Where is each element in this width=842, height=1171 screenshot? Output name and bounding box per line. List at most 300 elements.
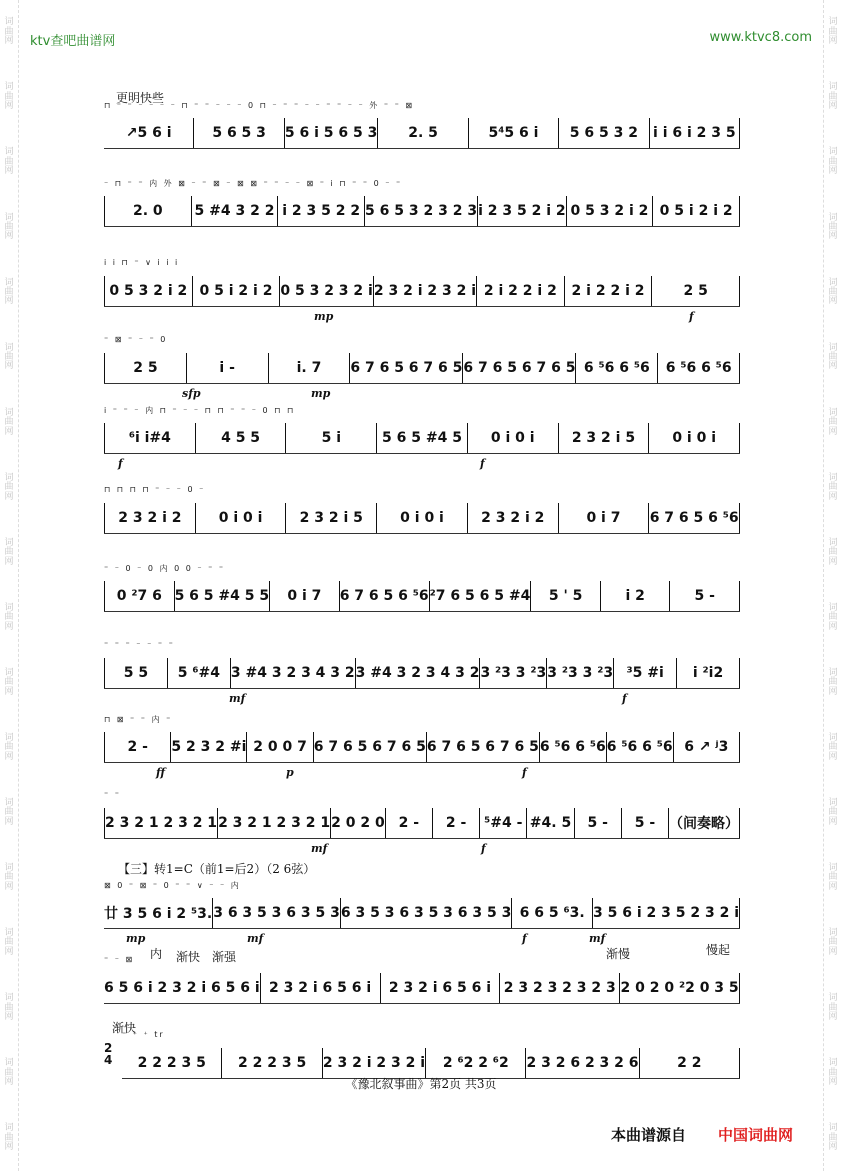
watermark-char: 曲 [4,547,14,558]
measure: 6 7 6 5 6 7 6 5 [350,353,463,383]
tempo-accel-2: 渐快 [112,1021,137,1035]
watermark-char: 网 [4,1076,14,1087]
measure: 0 ²7 6 [104,581,175,611]
measures [104,732,740,762]
beam-line [104,306,740,308]
watermark-block [4,929,13,957]
measure: 5 6 5 3 [194,118,284,148]
measure: 6 3 5 3 6 3 5 3 6 3 5 3 [341,898,513,928]
watermark-char: 词 [4,17,14,28]
watermark-block [828,929,837,957]
watermark-char: 词 [4,862,14,873]
watermark-char: 词 [828,472,838,483]
watermark-char: 词 [828,212,838,223]
watermark-char: 词 [828,928,838,939]
measure: 2 3 2 1 2 3 2 1 [218,808,331,838]
watermark-block [4,539,13,567]
dynamic-mark: mp [126,932,146,945]
watermark-char: 词 [828,277,838,288]
measure: 0 5 3 2 i 2 [567,196,654,226]
measure: 6 ⁵6 6 ⁵6 [607,732,674,762]
watermark-char: 曲 [828,677,838,688]
beam-line [104,688,740,690]
watermark-char: 词 [4,732,14,743]
dynamic-mark: f [522,932,527,945]
watermark-block [828,474,837,502]
watermark-char: 词 [828,797,838,808]
measure: 2 0 0 7 [247,732,313,762]
articulation-marks: ⁼ ⁻ ⊠ [104,955,135,964]
measure: 2 3 2 i 5 [286,503,377,533]
dynamic-mark: f [481,842,486,855]
watermark-char: 网 [4,231,14,242]
watermark-char: 曲 [828,26,838,37]
dynamic-mark: f [480,457,485,470]
measure: i i 6 i 2 3 5 [650,118,740,148]
measures [104,658,740,688]
dynamic-mark: mf [247,932,264,945]
watermark-block [4,734,13,762]
watermark-block [4,604,13,632]
score-row [104,178,740,248]
measure: 2 2 [640,1048,740,1078]
measure: i - [187,353,269,383]
measure: 6 7 6 5 6 ⁵6 [340,581,430,611]
dynamics [104,310,740,324]
watermark-char: 词 [828,862,838,873]
dynamic-mark: mp [314,310,334,323]
measure: 3 5 6 i 2 3 5 2 3 2 i [593,898,740,928]
measure: 5 ' 5 [531,581,601,611]
measure: 0 i 0 i [649,423,740,453]
score-row [104,100,740,170]
watermark-block [828,994,837,1022]
dynamic-mark: p [286,766,294,779]
watermark-block [828,1124,837,1152]
watermark-char: 网 [4,946,14,957]
watermark-char: 词 [4,797,14,808]
watermark-char: 网 [828,1076,838,1087]
watermark-block [4,864,13,892]
watermark-char: 网 [4,881,14,892]
watermark-char: 曲 [4,417,14,428]
site-url-right[interactable]: www.ktvc8.com [709,30,812,45]
watermark-char: 网 [828,296,838,307]
measure: 2 i 2 2 i 2 [565,276,653,306]
dynamics [104,766,740,780]
measure: 2 3 2 i 6 5 6 i [261,973,381,1003]
beam-line [104,533,740,535]
measure: 0 i 0 i [377,503,468,533]
watermark-char: 曲 [828,417,838,428]
watermark-char: 曲 [4,482,14,493]
watermark-block [828,799,837,827]
measure: i. 7 [269,353,351,383]
measure: 5 6 5 3 2 3 2 3 [365,196,478,226]
watermark-char: 网 [828,1142,838,1153]
beam-line [104,611,740,613]
source-site[interactable]: 中国词曲网 [718,1126,794,1144]
watermark-char: 曲 [4,1132,14,1143]
measure: ²7 6 5 6 5 #4 [430,581,532,611]
watermark-char: 词 [4,1058,14,1069]
measure: #4. 5 [527,808,574,838]
articulation-marks: ⁼ ⊠ ⁼ ⁻ ⁼ 0 [104,335,168,344]
measure: 5 - [575,808,622,838]
measure: 2 5 [104,353,187,383]
dynamics [104,152,740,166]
watermark-block [828,864,837,892]
measure: 0 5 i 2 i 2 [653,196,740,226]
watermark-char: 曲 [4,156,14,167]
measure: 6 ↗ ʲ3 [674,732,740,762]
score-row [104,640,740,710]
articulation-marks: ⊓ ⊠ ⁼ ⁼ 内 ⁼ [104,715,173,724]
dynamics [104,692,740,706]
articulation-marks: ⁼ ⁼ ⁼ ⁻ ⁻ ⁼ ⁼ [104,640,175,649]
dynamics [104,230,740,244]
watermark-char: 曲 [828,156,838,167]
measure: 2 0 2 0 ²2 0 3 5 [620,973,740,1003]
watermark-char: 网 [828,751,838,762]
left-watermark-strip [0,0,19,1171]
watermark-char: 词 [4,602,14,613]
watermark-block [828,734,837,762]
measures [104,276,740,306]
measure: 0 5 i 2 i 2 [193,276,281,306]
watermark-char: 网 [4,621,14,632]
measure: 6 ⁵6 6 ⁵6 [540,732,607,762]
watermark-char: 曲 [828,872,838,883]
measure: 2 3 2 i 2 [104,503,196,533]
measure: 5 6 i 5 6 5 3 [285,118,379,148]
watermark-block [4,799,13,827]
watermark-char: 曲 [828,91,838,102]
watermark-char: 网 [828,361,838,372]
watermark-char: 曲 [828,1132,838,1143]
watermark-char: 词 [4,993,14,1004]
watermark-char: 词 [828,993,838,1004]
watermark-char: 词 [828,667,838,678]
watermark-char: 词 [4,667,14,678]
score-row [104,258,740,328]
measure: 6 7 6 5 6 7 6 5 [463,353,576,383]
watermark-char: 网 [828,491,838,502]
watermark-block [828,539,837,567]
measure: 2 ⁶2 2 ⁶2 [426,1048,526,1078]
measure: 0 5 3 2 3 2 i [280,276,374,306]
watermark-block [828,604,837,632]
measures [104,973,740,1003]
watermark-char: 词 [4,928,14,939]
watermark-char: 网 [828,686,838,697]
watermark-char: 词 [828,407,838,418]
measure: ³5 #i [614,658,677,688]
watermark-char: 网 [828,166,838,177]
measure: 0 i 0 i [468,423,559,453]
measure: 0 i 7 [559,503,650,533]
footer-page-info: 《豫北叙事曲》第2页 共3页 [345,1077,497,1091]
watermark-char: 网 [828,816,838,827]
watermark-char: 曲 [4,1002,14,1013]
watermark-block [4,409,13,437]
articulation-marks: ⊠ 0 ⁼ ⊠ ⁼ 0 ⁼ ⁼ ∨ ⁻ ⁻ 内 [104,881,241,890]
watermark-block [4,83,13,111]
measure: 2 i 2 2 i 2 [477,276,565,306]
measures [104,898,740,928]
measure: 6 ⁵6 6 ⁵6 [576,353,658,383]
measure: 5 - [622,808,669,838]
tempo-marking: 更明快些 [116,91,165,105]
watermark-block [828,18,837,46]
time-signature-bottom: 4 [104,1053,113,1067]
tempo-ritard: 渐慢 [606,947,631,961]
time-signature-top: 2 [104,1041,113,1055]
watermark-char: 曲 [4,807,14,818]
articulation-marks: ⊓ ⁼ ⁼ ⁻ ⁻ ⁻ ⁻ ⊓ ⁼ ⁼ ⁻ ⁻ ⁻ 0 ⊓ ⁻ ⁼ ⁼ ⁻ ⁻ ⁼ ⁼ ⁻ ⁻ 外 ⁼ ⁼ ⊠ [104,101,415,110]
measure: 2. 0 [104,196,192,226]
watermark-char: 网 [4,426,14,437]
watermark-char: 词 [828,1058,838,1069]
measure: 5 2 3 2 #i [171,732,247,762]
watermark-block [4,1124,13,1152]
watermark-char: 曲 [4,26,14,37]
measure: 6 7 6 5 6 7 6 5 [427,732,540,762]
measure: 廿 3 5 6 i 2 ⁵3. [104,898,213,928]
measures [104,503,740,533]
measure: ⁶i i#4 [104,423,196,453]
articulation-marks: ⁼ ⁻ 0 ⁻ 0 内 0 0 ⁻ ⁼ ⁼ [104,564,226,573]
measure: 5 i [286,423,377,453]
articulation-marks: ⁻ ⊓ ⁼ ⁼ 内 外 ⊠ ⁻ ⁼ ⊠ ⁻ ⊠ ⊠ ⁼ ⁼ ⁻ ⁻ ⊠ ⁼ i ⊓ ⁼ ⁼ 0 ⁻ ⁼ [104,179,403,188]
watermark-char: 词 [4,537,14,548]
dynamic-mark: sfp [182,387,201,400]
beam-line [104,762,740,764]
watermark-char: 词 [828,17,838,28]
measure: i 2 3 5 2 2 [278,196,365,226]
watermark-block [828,214,837,242]
watermark-char: 曲 [4,742,14,753]
dynamic-mark: mf [589,932,606,945]
beam-line [104,226,740,228]
articulation-marks: ⁼ ⁼ [104,790,121,799]
articulation-marks: ⁼ ⁺ ⁺ tr [122,1030,165,1039]
score-row [104,790,740,860]
right-watermark-strip [823,0,842,1171]
dynamics [104,537,740,551]
watermark-char: 曲 [4,286,14,297]
tempo-cresc: 渐强 [212,950,237,964]
watermark-char: 网 [828,426,838,437]
watermark-char: 曲 [4,612,14,623]
watermark-block [4,994,13,1022]
watermark-char: 词 [4,277,14,288]
watermark-char: 曲 [4,91,14,102]
tempo-inner: 内 [150,947,163,961]
measure: 0 i 0 i [196,503,287,533]
dynamic-mark: mf [229,692,246,705]
dynamic-mark: mf [311,842,328,855]
measure: ↗5 6 i [104,118,194,148]
measures [104,808,740,838]
watermark-char: 曲 [4,1067,14,1078]
measure: 6 6 5 ⁶3. [512,898,593,928]
watermark-char: 网 [4,101,14,112]
score-row [104,880,740,950]
watermark-block [4,148,13,176]
watermark-char: 网 [828,556,838,567]
dynamics [104,842,740,856]
dynamic-mark: f [622,692,627,705]
watermark-block [828,148,837,176]
watermark-char: 曲 [4,352,14,363]
watermark-block [4,18,13,46]
watermark-char: 词 [4,342,14,353]
section-heading: 【三】转1=C（前1=后2）（2 6弦） [118,862,316,876]
watermark-char: 网 [828,881,838,892]
measure: 2 3 2 i 2 [468,503,559,533]
watermark-char: 网 [4,686,14,697]
watermark-char: 曲 [828,221,838,232]
measure: 5 ⁶#4 [168,658,231,688]
watermark-char: 网 [4,816,14,827]
watermark-char: 曲 [828,286,838,297]
dynamics [104,457,740,471]
watermark-char: 词 [828,732,838,743]
measure: i 2 [601,581,671,611]
measures [122,1048,740,1078]
measure: 2 5 [652,276,740,306]
measure: 2 2 2 3 5 [122,1048,222,1078]
watermark-char: 词 [828,1123,838,1134]
score-row [104,405,740,475]
measures [104,196,740,226]
measure: 6 7 6 5 6 7 6 5 [314,732,427,762]
score-row [104,335,740,405]
watermark-block [4,214,13,242]
dynamic-mark: ff [156,766,166,779]
measure: 3 #4 3 2 3 4 3 2 [231,658,356,688]
dynamics [104,1007,740,1021]
measure: 2 3 2 3 2 3 2 3 [500,973,620,1003]
measures [104,581,740,611]
watermark-char: 网 [4,296,14,307]
time-signature [104,1042,112,1066]
watermark-block [4,344,13,372]
measure: 2 3 2 i 6 5 6 i [381,973,501,1003]
score-row [104,955,740,1025]
watermark-block [4,474,13,502]
watermark-char: 网 [4,491,14,502]
measure: 5 6 5 #4 5 [377,423,468,453]
measure: 2 3 2 i 2 3 2 i [374,276,477,306]
measures [104,423,740,453]
watermark-char: 曲 [4,937,14,948]
watermark-char: 词 [828,82,838,93]
watermark-char: 网 [4,166,14,177]
watermark-char: 词 [4,212,14,223]
watermark-char: 网 [4,361,14,372]
watermark-char: 曲 [828,1067,838,1078]
watermark-block [828,83,837,111]
watermark-char: 词 [4,1123,14,1134]
watermark-block [828,279,837,307]
watermark-char: 曲 [828,612,838,623]
tempo-accel: 渐快 [176,950,201,964]
watermark-char: 网 [828,1011,838,1022]
articulation-marks: i ⁼ ⁼ ⁻ 内 ⊓ ⁼ ⁻ ⁻ ⊓ ⊓ ⁼ ⁼ ⁻ 0 ⊓ ⊓ [104,406,296,415]
measure: i 2 3 5 2 i 2 [478,196,567,226]
measures [104,118,740,148]
beam-line [104,148,740,150]
measure: 4 5 5 [196,423,287,453]
watermark-char: 词 [828,537,838,548]
measure: 2 3 2 1 2 3 2 1 [104,808,218,838]
dynamic-mark: mp [311,387,331,400]
watermark-block [828,669,837,697]
dynamic-mark: f [118,457,123,470]
measure: （间奏略） [669,808,740,838]
measure: 5 6 5 3 2 [559,118,649,148]
watermark-char: 曲 [4,872,14,883]
watermark-char: 词 [4,147,14,158]
measure: 3 ²3 3 ²3 [480,658,547,688]
measure: 2 - [386,808,433,838]
measure: 6 ⁵6 6 ⁵6 [658,353,740,383]
measure: 2. 5 [378,118,468,148]
watermark-block [4,279,13,307]
measure: 3 6 3 5 3 6 3 5 3 [213,898,341,928]
beam-line [104,928,740,930]
score-row [104,563,740,633]
watermark-char: 网 [4,751,14,762]
dynamics [104,932,740,946]
measure: 5⁴5 6 i [469,118,559,148]
dynamics [104,615,740,629]
measure: 2 3 2 i 2 3 2 i [323,1048,426,1078]
tempo-slow-start: 慢起 [706,943,731,957]
score-row [104,485,740,555]
measure: ⁵#4 - [480,808,527,838]
watermark-char: 网 [828,101,838,112]
source-label: 本曲谱源自 [611,1126,687,1144]
watermark-char: 曲 [828,807,838,818]
dynamics [104,387,740,401]
dynamic-mark: f [689,310,694,323]
measure: 5 - [670,581,740,611]
measure: i ²i2 [677,658,740,688]
watermark-char: 曲 [828,482,838,493]
beam-line [104,453,740,455]
watermark-block [828,409,837,437]
watermark-char: 曲 [4,677,14,688]
watermark-char: 网 [828,36,838,47]
measure: 2 3 2 6 2 3 2 6 [526,1048,639,1078]
watermark-char: 网 [828,946,838,957]
watermark-char: 网 [828,231,838,242]
measures [104,353,740,383]
watermark-char: 网 [4,36,14,47]
watermark-char: 词 [828,147,838,158]
watermark-char: 词 [828,602,838,613]
watermark-char: 曲 [4,221,14,232]
measure: 3 ²3 3 ²3 [547,658,614,688]
measure: 5 #4 3 2 2 [192,196,279,226]
measure: 2 - [433,808,480,838]
beam-line [104,1003,740,1005]
watermark-block [828,344,837,372]
site-name-left[interactable]: ktv查吧曲谱网 [30,34,116,49]
